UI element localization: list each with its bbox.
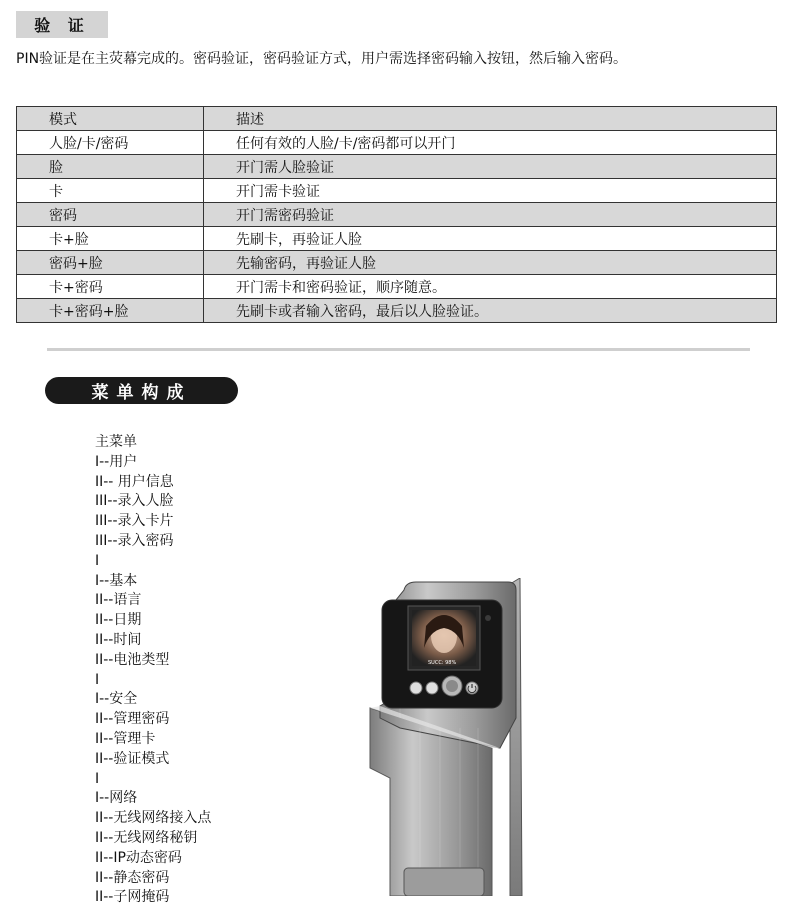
mode-cell: 卡 [17, 179, 204, 203]
menu-tree-line: II-- 用户信息 [95, 473, 174, 490]
menu-tree-line: I [95, 552, 100, 569]
menu-tree-line: III--录入密码 [95, 532, 174, 549]
table-header-row [17, 107, 777, 131]
menu-tree-line: II--电池类型 [95, 651, 170, 668]
menu-tree-line: II--日期 [95, 612, 142, 629]
menu-tree-line: I--用户 [95, 453, 138, 470]
menu-tree-line: III--录入卡片 [95, 513, 174, 530]
mode-cell: 卡+脸 [17, 227, 204, 251]
table-row [17, 179, 777, 203]
menu-tree-line: II--无线网络接入点 [95, 810, 212, 827]
menu-tree-line: I--基本 [95, 572, 138, 589]
table-row [17, 131, 777, 155]
menu-tree-line: II--静态密码 [95, 869, 170, 886]
menu-tree-line: III--录入人脸 [95, 493, 174, 510]
menu-section-title: 菜单构成 [45, 377, 238, 404]
menu-tree-line: I--安全 [95, 691, 138, 708]
column-header-description: 描述 [204, 107, 777, 131]
table-row [17, 203, 777, 227]
svg-text:SUCC: 98%: SUCC: 98% [428, 660, 457, 666]
menu-tree-line: 主菜单 [95, 434, 137, 450]
menu-tree-line: II--无线网络秘钥 [95, 829, 198, 846]
verify-description: PIN验证是在主荧幕完成的。密码验证，密码验证方式，用户需选择密码输入按钮，然后输入密码。 [16, 51, 628, 67]
mode-cell: 卡+密码 [17, 275, 204, 299]
description-cell: 开门需卡验证 [204, 179, 777, 203]
menu-tree-line: II--验证模式 [95, 750, 170, 767]
description-cell: 任何有效的人脸/卡/密码都可以开门 [204, 131, 777, 155]
menu-tree-line: II--管理密码 [95, 711, 170, 728]
menu-tree-line: I [95, 770, 100, 787]
menu-tree [95, 433, 211, 908]
menu-tree-line: II--管理卡 [95, 730, 156, 747]
table-row [17, 227, 777, 251]
menu-tree-line: II--子网掩码 [95, 889, 170, 906]
description-cell: 开门需密码验证 [204, 203, 777, 227]
smart-door-lock-image [360, 578, 532, 900]
description-cell: 先刷卡，再验证人脸 [204, 227, 777, 251]
mode-cell: 脸 [17, 155, 204, 179]
verification-modes-table [16, 106, 777, 323]
menu-tree-line: I [95, 671, 100, 688]
mode-cell: 人脸/卡/密码 [17, 131, 204, 155]
description-cell: 先刷卡或者输入密码，最后以人脸验证。 [204, 299, 777, 323]
mode-cell: 卡+密码+脸 [17, 299, 204, 323]
verify-section-title: 验 证 [16, 11, 108, 38]
mode-cell: 密码 [17, 203, 204, 227]
section-divider [47, 348, 750, 351]
table-row [17, 275, 777, 299]
description-cell: 开门需人脸验证 [204, 155, 777, 179]
description-cell: 先输密码，再验证人脸 [204, 251, 777, 275]
menu-tree-line: I--网络 [95, 790, 138, 807]
table-row [17, 251, 777, 275]
description-cell: 开门需卡和密码验证，顺序随意。 [204, 275, 777, 299]
door-lock-illustration [360, 578, 532, 896]
menu-tree-line: II--时间 [95, 631, 142, 648]
column-header-mode: 模式 [17, 107, 204, 131]
table-row [17, 299, 777, 323]
table-row [17, 155, 777, 179]
mode-cell: 密码+脸 [17, 251, 204, 275]
menu-tree-line: II--IP动态密码 [95, 849, 182, 866]
menu-tree-line: II--语言 [95, 592, 142, 609]
